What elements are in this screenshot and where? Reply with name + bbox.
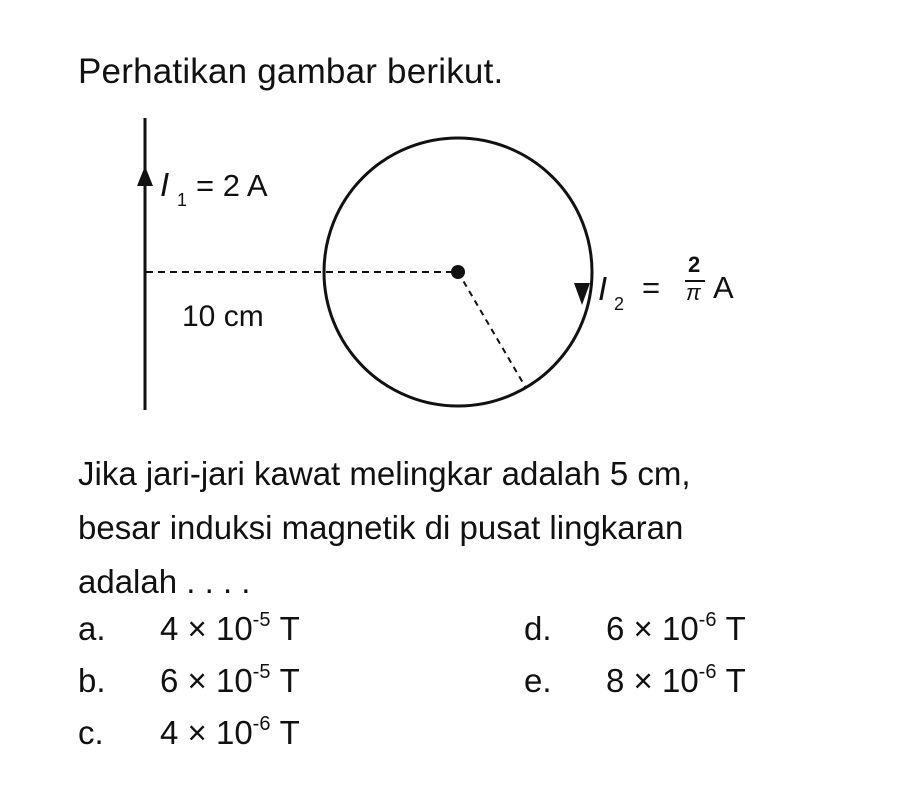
wire-arrow-up-icon bbox=[137, 166, 153, 186]
option-d-base: 6 × 10 bbox=[606, 610, 699, 647]
question-line-2: besar induksi magnetik di pusat lingkaran bbox=[78, 509, 684, 546]
option-c-exponent: -6 bbox=[252, 713, 271, 735]
option-d-letter: d. bbox=[524, 610, 552, 647]
i2-equals: = bbox=[642, 270, 661, 305]
option-c-base: 4 × 10 bbox=[160, 714, 253, 751]
option-d-unit: T bbox=[725, 610, 746, 647]
option-b-base: 6 × 10 bbox=[160, 662, 253, 699]
option-e-unit: T bbox=[725, 662, 746, 699]
option-c-letter: c. bbox=[78, 714, 104, 751]
option-c[interactable] bbox=[78, 714, 300, 752]
option-c-unit: T bbox=[279, 714, 300, 751]
i2-label: I bbox=[598, 270, 608, 307]
option-e-exponent: -6 bbox=[698, 661, 717, 683]
i2-subscript: 2 bbox=[614, 294, 625, 314]
option-e[interactable] bbox=[524, 662, 746, 700]
intro-text: Perhatikan gambar berikut. bbox=[78, 52, 504, 91]
question-line-3: adalah . . . . bbox=[78, 563, 251, 600]
option-a-base: 4 × 10 bbox=[160, 610, 253, 647]
i2-unit: A bbox=[713, 270, 734, 305]
option-a-letter: a. bbox=[78, 610, 106, 647]
option-d[interactable] bbox=[524, 610, 746, 648]
i1-value: = 2 A bbox=[196, 168, 268, 203]
option-b[interactable] bbox=[78, 662, 300, 700]
option-a[interactable] bbox=[78, 610, 300, 648]
question-line-1: Jika jari-jari kawat melingkar adalah 5 cm, bbox=[78, 455, 691, 492]
option-d-exponent: -6 bbox=[698, 609, 717, 631]
option-a-unit: T bbox=[279, 610, 300, 647]
i1-subscript: 1 bbox=[177, 190, 188, 210]
radius-dashed-line bbox=[458, 272, 526, 388]
option-b-unit: T bbox=[279, 662, 300, 699]
option-b-letter: b. bbox=[78, 662, 106, 699]
option-a-exponent: -5 bbox=[252, 609, 271, 631]
i2-numerator: 2 bbox=[688, 252, 701, 277]
option-b-exponent: -5 bbox=[252, 661, 271, 683]
distance-label: 10 cm bbox=[182, 300, 264, 333]
option-e-letter: e. bbox=[524, 662, 552, 699]
option-e-base: 8 × 10 bbox=[606, 662, 699, 699]
question-text bbox=[78, 447, 848, 609]
i1-label: I bbox=[160, 166, 170, 203]
i2-denominator: π bbox=[686, 280, 701, 305]
